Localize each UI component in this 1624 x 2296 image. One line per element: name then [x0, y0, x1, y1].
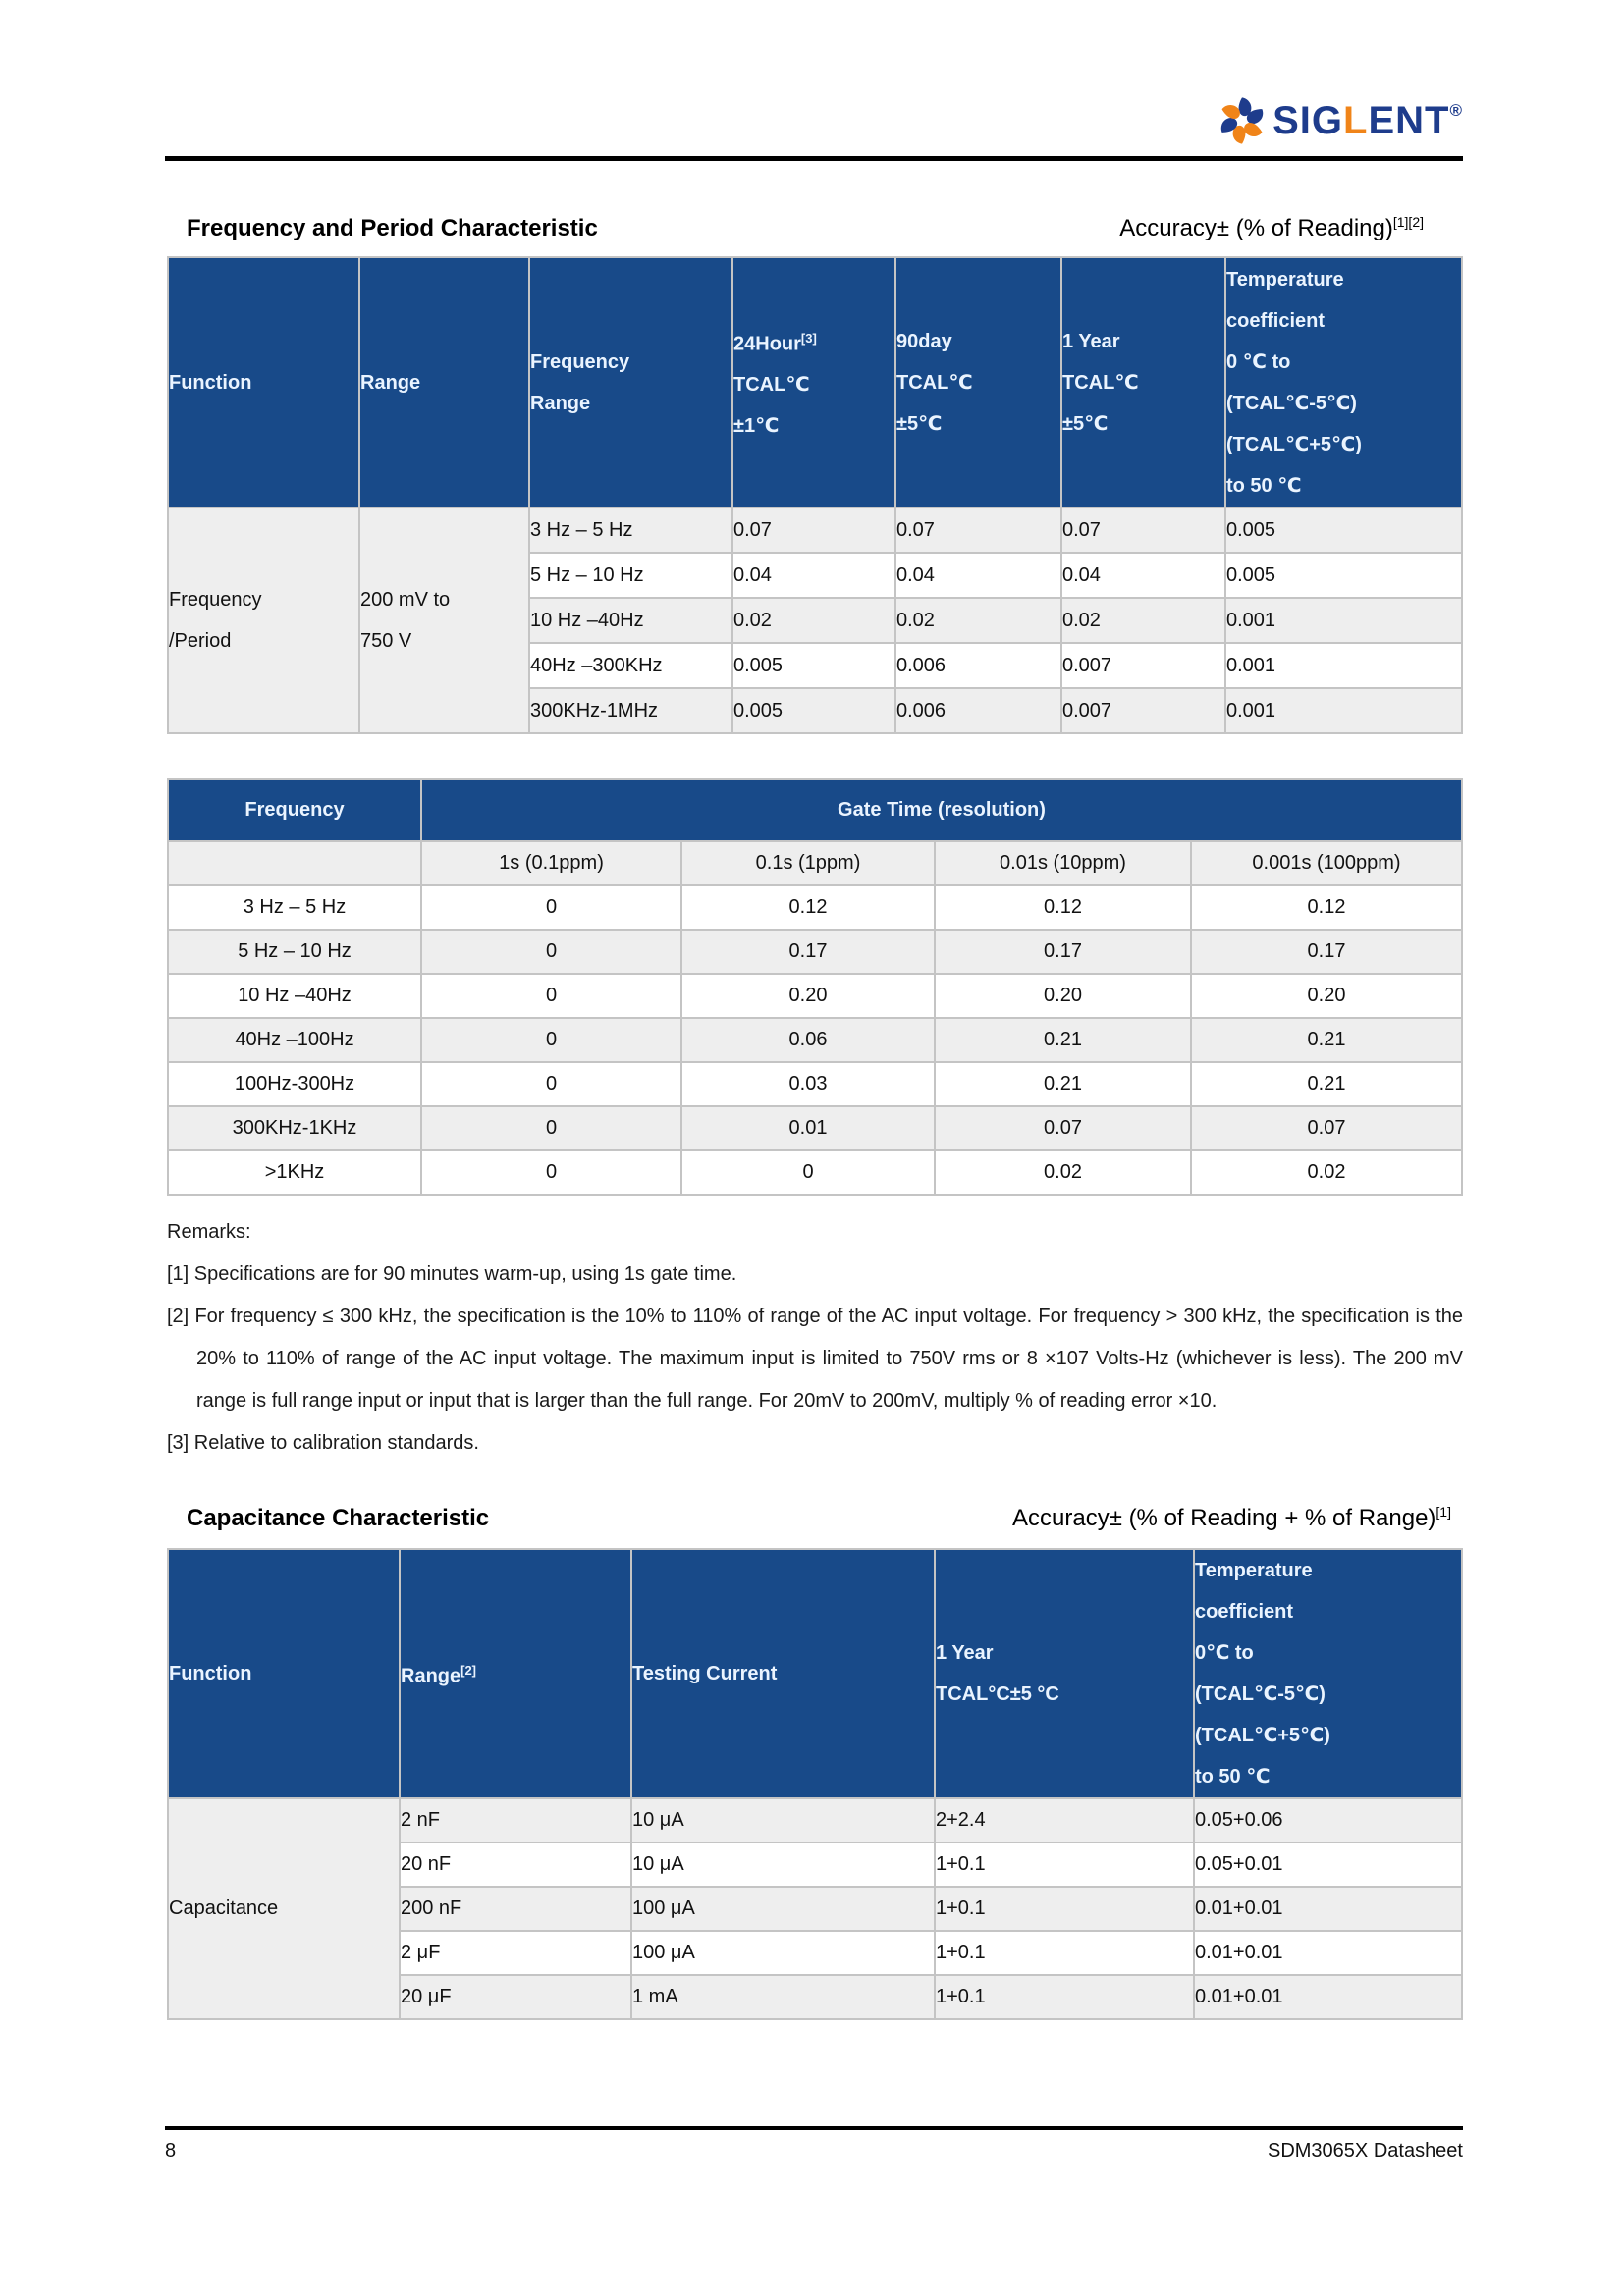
header-rule — [165, 156, 1463, 161]
cell-temp-coeff: 0.05+0.01 — [1194, 1842, 1462, 1887]
section2-heading — [167, 1504, 1463, 1532]
col-header-24hour: 24Hour[3] TCAL℃ ±1℃ — [732, 257, 895, 507]
cell-1year: 0.007 — [1061, 688, 1225, 733]
gate-time-table — [167, 778, 1463, 1196]
cell-gate-0-001s: 0.07 — [1191, 1106, 1462, 1150]
cell-temp-coeff: 0.01+0.01 — [1194, 1887, 1462, 1931]
col-header-frequency: Frequency — [168, 779, 421, 841]
logo-text-l: L — [1343, 99, 1369, 142]
remarks-block — [167, 1211, 1463, 1465]
cell-gate-0-01s: 0.20 — [935, 974, 1191, 1018]
cell-gate-0-001s: 0.20 — [1191, 974, 1462, 1018]
cell-1year: 1+0.1 — [935, 1931, 1194, 1975]
cell-gate-1s: 0 — [421, 1018, 681, 1062]
cell-24hour: 0.005 — [732, 688, 895, 733]
subheader-empty — [168, 841, 421, 885]
accuracy-footnote-ref: [1] — [1435, 1504, 1451, 1520]
cell-gate-1s: 0 — [421, 1062, 681, 1106]
cell-gate-0-01s: 0.17 — [935, 930, 1191, 974]
logo-text-pre: SIG — [1272, 99, 1344, 142]
footer-rule — [165, 2126, 1463, 2130]
cell-gate-0-1s: 0.06 — [681, 1018, 935, 1062]
cell-gate-1s: 0 — [421, 974, 681, 1018]
cell-gate-0-001s: 0.02 — [1191, 1150, 1462, 1195]
table2-row — [168, 1150, 1462, 1195]
cell-freq: 40Hz –100Hz — [168, 1018, 421, 1062]
cell-freq: 300KHz-1KHz — [168, 1106, 421, 1150]
cell-range: 2 nF — [400, 1798, 631, 1842]
cell-24hour: 0.02 — [732, 598, 895, 643]
table2-row — [168, 1018, 1462, 1062]
col-header-90day: 90day TCAL℃ ±5℃ — [895, 257, 1061, 507]
col-header-temp-coefficient: Temperature coefficient 0 ℃ to (TCAL℃-5℃) (TCAL℃+5℃) to 50 ℃ — [1225, 257, 1462, 507]
frequency-period-table — [167, 256, 1463, 734]
cell-testing-current: 10 μA — [631, 1842, 935, 1887]
cell-freq: 100Hz-300Hz — [168, 1062, 421, 1106]
page-content — [167, 214, 1463, 2020]
cell-1year: 1+0.1 — [935, 1975, 1194, 2019]
cell-gate-1s: 0 — [421, 930, 681, 974]
cell-freq: 3 Hz – 5 Hz — [168, 885, 421, 930]
cell-gate-1s: 0 — [421, 1106, 681, 1150]
section1-title: Frequency and Period Characteristic — [187, 215, 598, 241]
cell-24hour: 0.07 — [732, 507, 895, 553]
cell-testing-current: 1 mA — [631, 1975, 935, 2019]
subheader-1s: 1s (0.1ppm) — [421, 841, 681, 885]
cell-90day: 0.07 — [895, 507, 1061, 553]
cell-temp-coeff: 0.001 — [1225, 643, 1462, 688]
cell-gate-0-1s: 0.20 — [681, 974, 935, 1018]
cell-gate-0-001s: 0.17 — [1191, 930, 1462, 974]
logo-text-post: ENT — [1368, 99, 1450, 142]
col-header-function: Function — [168, 257, 359, 507]
table2-row — [168, 930, 1462, 974]
cell-function: Capacitance — [168, 1798, 400, 2019]
col-header-gate-time: Gate Time (resolution) — [421, 779, 1462, 841]
cell-1year: 0.07 — [1061, 507, 1225, 553]
cell-testing-current: 100 μA — [631, 1887, 935, 1931]
cell-freq: 10 Hz –40Hz — [168, 974, 421, 1018]
cell-range: 2 μF — [400, 1931, 631, 1975]
cell-temp-coeff: 0.01+0.01 — [1194, 1975, 1462, 2019]
cell-testing-current: 100 μA — [631, 1931, 935, 1975]
registered-mark: ® — [1449, 101, 1463, 120]
table2-row — [168, 1062, 1462, 1106]
siglent-logo-text — [1272, 101, 1463, 140]
accuracy-text: Accuracy± (% of Reading) — [1119, 215, 1393, 241]
cell-gate-0-001s: 0.21 — [1191, 1018, 1462, 1062]
table2-row — [168, 974, 1462, 1018]
cap-table-header-row — [168, 1549, 1462, 1798]
table2-row — [168, 1106, 1462, 1150]
table2-subheader-row — [168, 841, 1462, 885]
cell-freq-range: 3 Hz – 5 Hz — [529, 507, 732, 553]
page-number: 8 — [165, 2140, 177, 2162]
cell-90day: 0.04 — [895, 553, 1061, 598]
cell-gate-0-1s: 0.01 — [681, 1106, 935, 1150]
cell-gate-0-01s: 0.07 — [935, 1106, 1191, 1150]
cell-freq-range: 40Hz –300KHz — [529, 643, 732, 688]
cell-gate-1s: 0 — [421, 1150, 681, 1195]
cell-90day: 0.006 — [895, 688, 1061, 733]
cell-gate-1s: 0 — [421, 885, 681, 930]
table1-row — [168, 507, 1462, 553]
cell-range: 200 nF — [400, 1887, 631, 1931]
col-header-1year: 1 Year TCAL℃ ±5℃ — [1061, 257, 1225, 507]
cell-1year: 0.007 — [1061, 643, 1225, 688]
cell-gate-0-001s: 0.21 — [1191, 1062, 1462, 1106]
cell-function: Frequency /Period — [168, 507, 359, 733]
subheader-0-1s: 0.1s (1ppm) — [681, 841, 935, 885]
remarks-title: Remarks: — [167, 1221, 251, 1243]
cell-24hour: 0.04 — [732, 553, 895, 598]
cell-temp-coeff: 0.001 — [1225, 598, 1462, 643]
cell-gate-0-1s: 0.17 — [681, 930, 935, 974]
cell-gate-0-01s: 0.12 — [935, 885, 1191, 930]
footer-doc-title: SDM3065X Datasheet — [1267, 2140, 1463, 2162]
section2-accuracy — [1012, 1504, 1451, 1532]
cell-temp-coeff: 0.05+0.06 — [1194, 1798, 1462, 1842]
siglent-logo — [1216, 94, 1463, 147]
cell-range: 200 mV to 750 V — [359, 507, 529, 733]
cell-temp-coeff: 0.005 — [1225, 507, 1462, 553]
cell-temp-coeff: 0.01+0.01 — [1194, 1931, 1462, 1975]
cap-table-row — [168, 1798, 1462, 1842]
cell-1year: 0.04 — [1061, 553, 1225, 598]
table1-header-row — [168, 257, 1462, 507]
cell-gate-0-01s: 0.21 — [935, 1062, 1191, 1106]
col-header-temp-coefficient: Temperature coefficient 0℃ to (TCAL℃-5℃) (TCAL℃+5℃) to 50 ℃ — [1194, 1549, 1462, 1798]
accuracy-text: Accuracy± (% of Reading + % of Range) — [1012, 1505, 1436, 1531]
cell-90day: 0.02 — [895, 598, 1061, 643]
subheader-0-01s: 0.01s (10ppm) — [935, 841, 1191, 885]
cell-1year: 2+2.4 — [935, 1798, 1194, 1842]
col-header-testing-current: Testing Current — [631, 1549, 935, 1798]
cell-freq-range: 300KHz-1MHz — [529, 688, 732, 733]
cell-gate-0-1s: 0 — [681, 1150, 935, 1195]
cell-90day: 0.006 — [895, 643, 1061, 688]
accuracy-footnote-ref: [1][2] — [1392, 214, 1424, 230]
col-header-range: Range[2] — [400, 1549, 631, 1798]
cell-freq-range: 5 Hz – 10 Hz — [529, 553, 732, 598]
cell-1year: 1+0.1 — [935, 1887, 1194, 1931]
remark-1: [1] Specifications are for 90 minutes warm-up, using 1s gate time. — [167, 1263, 737, 1285]
subheader-0-001s: 0.001s (100ppm) — [1191, 841, 1462, 885]
cell-range: 20 μF — [400, 1975, 631, 2019]
cell-temp-coeff: 0.005 — [1225, 553, 1462, 598]
section1-heading — [167, 214, 1463, 242]
cell-gate-0-1s: 0.03 — [681, 1062, 935, 1106]
cell-gate-0-01s: 0.02 — [935, 1150, 1191, 1195]
remark-3: [3] Relative to calibration standards. — [167, 1432, 479, 1454]
section2-title: Capacitance Characteristic — [187, 1505, 490, 1531]
cell-1year: 0.02 — [1061, 598, 1225, 643]
cell-1year: 1+0.1 — [935, 1842, 1194, 1887]
remark-2: [2] For frequency ≤ 300 kHz, the specification is the 10% to 110% of range of the AC input voltage. For frequency > 300 kHz, the specification is the 20% to 110% of range of the AC input voltage. The maximum input is limited to 750V rms or 8 ×107 Volts-Hz (whichever is less). The 200 mV range is full range input or input that is larger than the full range. For 20mV to 200mV, multiply % of reading error ×10. — [167, 1306, 1463, 1412]
capacitance-table — [167, 1548, 1463, 2020]
cell-gate-0-001s: 0.12 — [1191, 885, 1462, 930]
cell-freq: 5 Hz – 10 Hz — [168, 930, 421, 974]
table2-header-row — [168, 779, 1462, 841]
cell-range: 20 nF — [400, 1842, 631, 1887]
siglent-pinwheel-icon — [1216, 94, 1269, 147]
cell-freq: >1KHz — [168, 1150, 421, 1195]
cell-testing-current: 10 μA — [631, 1798, 935, 1842]
col-header-function: Function — [168, 1549, 400, 1798]
col-header-frequency-range: Frequency Range — [529, 257, 732, 507]
cell-freq-range: 10 Hz –40Hz — [529, 598, 732, 643]
cell-gate-0-1s: 0.12 — [681, 885, 935, 930]
col-header-1year: 1 Year TCAL°C±5 °C — [935, 1549, 1194, 1798]
cell-gate-0-01s: 0.21 — [935, 1018, 1191, 1062]
section1-accuracy — [1119, 214, 1424, 242]
cell-24hour: 0.005 — [732, 643, 895, 688]
table2-row — [168, 885, 1462, 930]
page-footer — [165, 2140, 1463, 2163]
cell-temp-coeff: 0.001 — [1225, 688, 1462, 733]
col-header-range: Range — [359, 257, 529, 507]
